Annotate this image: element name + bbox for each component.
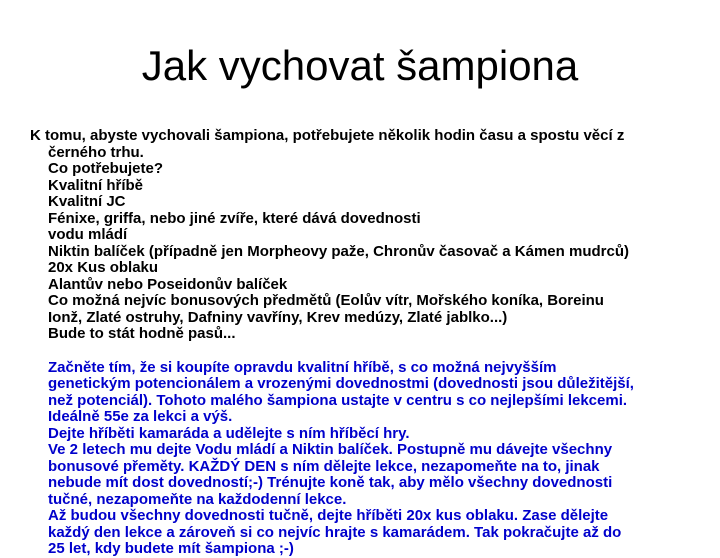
slide-title: Jak vychovat šampiona — [141, 42, 579, 89]
slide-body — [30, 128, 710, 558]
intro-line: vodu mládí — [48, 226, 128, 243]
guide-line: Až budou všechny dovednosti tučně, dejte hříběti 20x kus oblaku. Zase dělejte — [48, 507, 609, 524]
intro-line: 20x Kus oblaku — [48, 259, 159, 276]
intro-line: černého trhu. — [48, 143, 144, 161]
intro-line: Ionž, Zlaté ostruhy, Dafniny vavříny, Krev medúzy, Zlaté jablko...) — [48, 308, 508, 326]
intro-line: Alantův nebo Poseidonův balíček — [48, 275, 288, 293]
intro-line: Co potřebujete? — [48, 160, 163, 177]
guide-line: každý den lekce a zároveň si co nejvíc hrajte s kamarádem. Tak pokračujte až do — [48, 523, 622, 541]
guide-line: než potenciál). Tohoto malého šampiona ustajte v centru s co nejlepšími lekcemi. — [48, 391, 628, 409]
guide-line: nebude mít dost dovedností;-) Trénujte koně tak, aby mělo všechny dovednosti — [48, 474, 613, 491]
intro-line: Fénixe, griffa, nebo jiné zvíře, které dává dovednosti — [48, 209, 421, 227]
intro-line: Kvalitní hříbě — [48, 176, 144, 194]
guide-line: Začněte tím, že si koupíte opravdu kvalitní hříbě, s co možná nejvyšším — [48, 358, 557, 376]
guide-paragraph — [30, 360, 710, 558]
guide-line: bonusové přeměty. KAŽDÝ DEN s ním dělejte lekce, nezapomeňte na to, jinak — [48, 457, 600, 475]
intro-line: Bude to stát hodně pasů... — [48, 325, 236, 342]
intro-paragraph — [30, 128, 710, 343]
intro-line: Co možná nejvíc bonusových předmětů (Eolův vítr, Mořského koníka, Boreinu — [48, 292, 604, 309]
guide-line: tučné, nezapomeňte na každodenní lekce. — [48, 490, 347, 508]
intro-line: Kvalitní JC — [48, 193, 126, 210]
guide-line: Dejte hříběti kamaráda a udělejte s ním hříběcí hry. — [48, 424, 410, 442]
guide-line: genetickým potencionálem a vrozenými dovednostmi (dovednosti jsou důležitější, — [48, 375, 634, 392]
guide-line: Ideálně 55e za lekci a výš. — [48, 408, 233, 425]
intro-line: Niktin balíček (případně jen Morpheovy paže, Chronův časovač a Kámen mudrců) — [48, 242, 629, 260]
guide-line: 25 let, kdy budete mít šampiona ;-) — [48, 540, 294, 557]
guide-line: Ve 2 letech mu dejte Vodu mládí a Niktin balíček. Postupně mu dávejte všechny — [48, 441, 613, 458]
intro-line: K tomu, abyste vychovali šampiona, potřebujete několik hodin času a spostu věcí z — [30, 127, 625, 144]
